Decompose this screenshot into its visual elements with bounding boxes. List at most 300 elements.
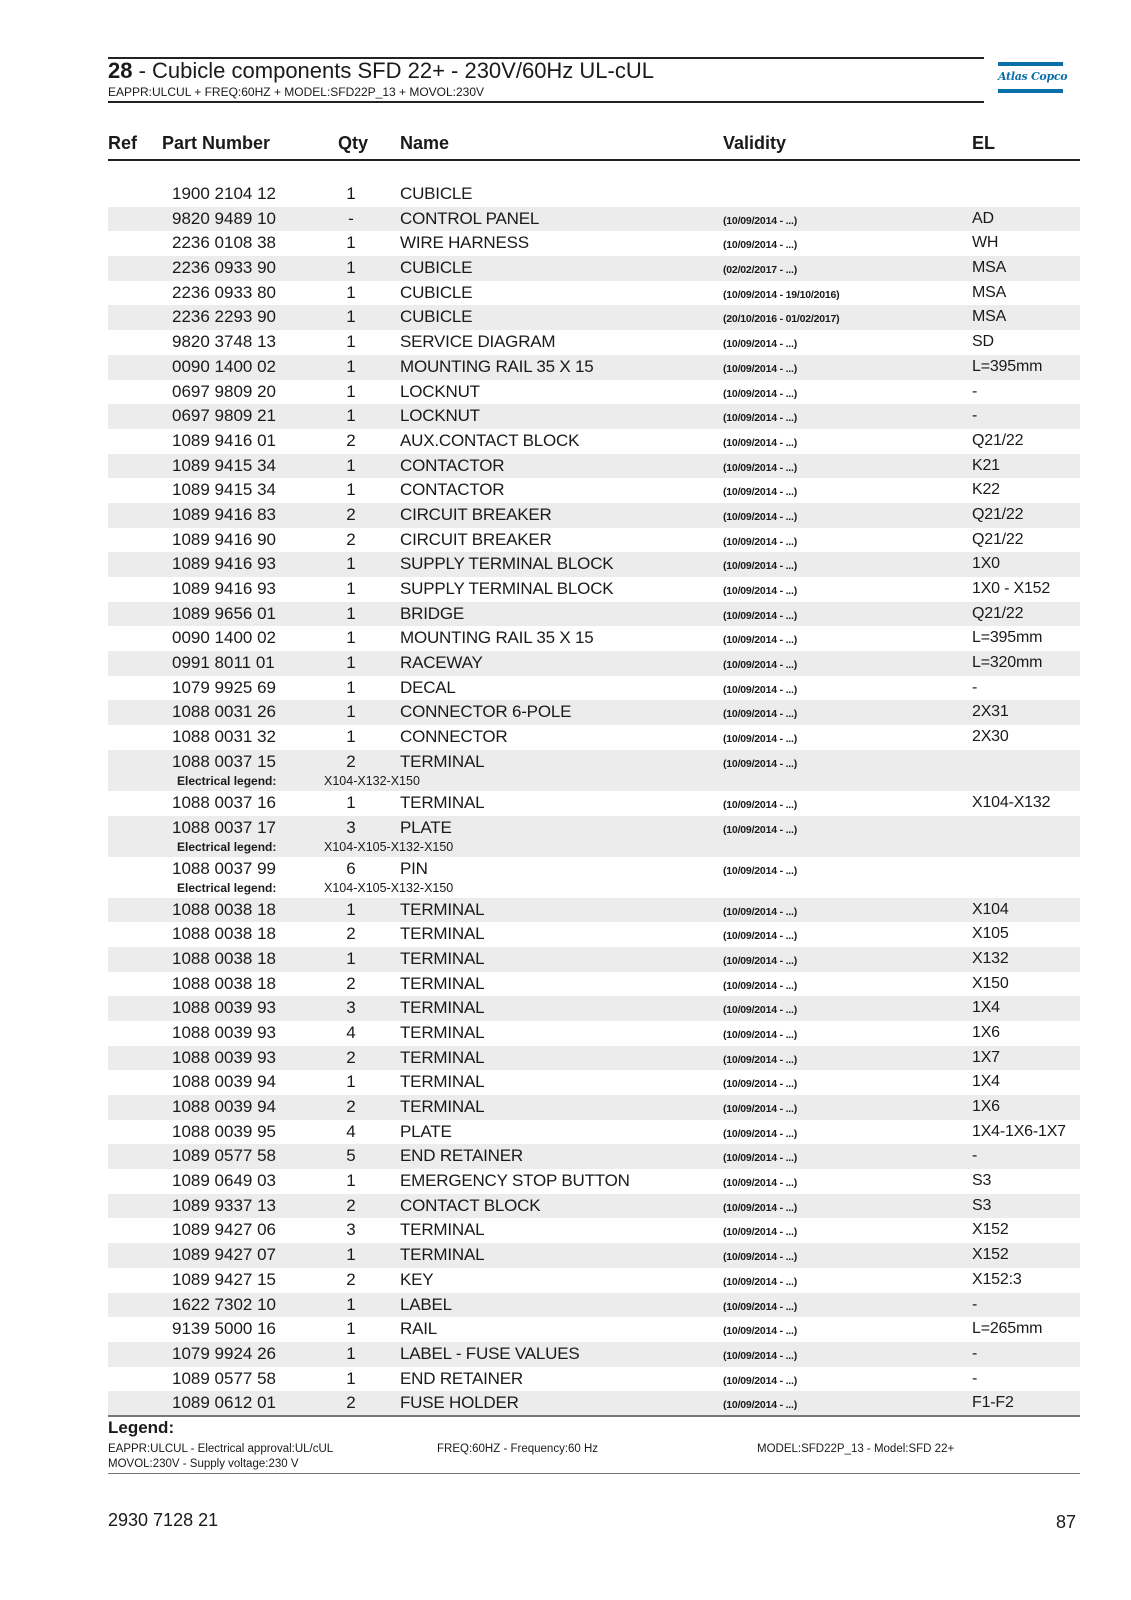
- table-row: [108, 404, 1080, 429]
- table-row: [108, 791, 1080, 816]
- qty: 1: [346, 282, 356, 302]
- qty: 6: [346, 858, 356, 878]
- el-code: L=395mm: [972, 629, 1043, 647]
- part-name: TERMINAL: [400, 924, 485, 944]
- part-name: KEY: [400, 1269, 434, 1289]
- el-code: L=395mm: [972, 357, 1043, 375]
- qty: 3: [346, 817, 356, 837]
- table-row: [108, 1144, 1080, 1169]
- table-row: [108, 231, 1080, 256]
- part-number: 0697 9809 20: [172, 381, 276, 401]
- validity: (10/09/2014 - 19/10/2016): [723, 288, 840, 301]
- part-name: MOUNTING RAIL 35 X 15: [400, 628, 594, 648]
- part-number: 9820 3748 13: [172, 332, 276, 352]
- el-code: Q21/22: [972, 431, 1024, 449]
- validity: (10/09/2014 - ...): [723, 954, 798, 967]
- validity: (10/09/2014 - ...): [723, 239, 798, 252]
- qty: 1: [346, 307, 356, 327]
- el-code: -: [972, 1344, 978, 1362]
- table-row: [108, 429, 1080, 454]
- col-header-el: EL: [972, 133, 996, 153]
- qty: 2: [346, 751, 356, 771]
- validity: (10/09/2014 - ...): [723, 560, 798, 573]
- part-number: 1089 0577 58: [172, 1146, 276, 1166]
- el-code: S3: [972, 1172, 992, 1190]
- part-name: RAIL: [400, 1319, 437, 1339]
- validity: (10/09/2014 - ...): [723, 1028, 798, 1041]
- part-name: CUBICLE: [400, 282, 473, 302]
- el-code: F1-F2: [972, 1394, 1014, 1412]
- atlas-copco-logo: [998, 62, 1068, 94]
- electrical-legend: [108, 774, 1080, 790]
- part-name: TERMINAL: [400, 751, 485, 771]
- electrical-legend-label: Electrical legend:: [177, 880, 277, 895]
- el-code: X150: [972, 974, 1009, 992]
- qty: 1: [346, 628, 356, 648]
- validity: (10/09/2014 - ...): [723, 1275, 798, 1288]
- el-code: Q21/22: [972, 505, 1024, 523]
- part-name: END RETAINER: [400, 1146, 523, 1166]
- part-name: END RETAINER: [400, 1368, 523, 1388]
- qty: 3: [346, 998, 356, 1018]
- part-number: 1900 2104 12: [172, 184, 276, 203]
- table-row: [108, 503, 1080, 528]
- el-code: 1X4: [972, 999, 1000, 1017]
- validity: (10/09/2014 - ...): [723, 362, 798, 375]
- table-row: [108, 996, 1080, 1021]
- legend-divider-bottom: [108, 1473, 1080, 1474]
- qty: 1: [346, 1245, 356, 1265]
- qty: 1: [346, 1171, 356, 1191]
- part-name: EMERGENCY STOP BUTTON: [400, 1171, 630, 1191]
- qty: 2: [346, 1195, 356, 1215]
- part-number: 0697 9809 21: [172, 406, 276, 426]
- part-name: TERMINAL: [400, 948, 485, 968]
- part-number: 1088 0039 94: [172, 1097, 276, 1116]
- table-row: [108, 1194, 1080, 1219]
- validity: (10/09/2014 - ...): [723, 905, 798, 918]
- qty: 1: [346, 1343, 356, 1363]
- table-row: [108, 676, 1080, 701]
- table-row: [108, 552, 1080, 577]
- part-name: TERMINAL: [400, 1220, 485, 1240]
- validity: (10/09/2014 - ...): [723, 1078, 798, 1091]
- table-row: [108, 1070, 1080, 1095]
- part-number: 1088 0038 18: [172, 973, 276, 993]
- validity: (10/09/2014 - ...): [723, 1201, 798, 1214]
- qty: 2: [346, 1097, 356, 1116]
- part-number: 1088 0037 15: [172, 751, 276, 771]
- qty: 2: [346, 924, 356, 944]
- col-header-part-number: Part Number: [162, 133, 271, 153]
- qty: 1: [346, 406, 356, 426]
- part-name: TERMINAL: [400, 1245, 485, 1265]
- electrical-legend-value: X104-X105-X132-X150: [324, 880, 454, 895]
- table-row: [108, 1046, 1080, 1071]
- part-number: 1089 9416 90: [172, 529, 276, 549]
- part-number: 1089 9416 93: [172, 554, 276, 574]
- page-title: [108, 58, 654, 84]
- page-number: 87: [1056, 1512, 1077, 1532]
- table-row: [108, 207, 1080, 232]
- qty: 1: [346, 792, 356, 812]
- el-code: X132: [972, 949, 1009, 967]
- electrical-legend: [108, 881, 1080, 897]
- el-code: 1X0: [972, 555, 1000, 573]
- validity: (10/09/2014 - ...): [723, 1349, 798, 1362]
- part-name: FUSE HOLDER: [400, 1393, 519, 1413]
- table-row: [108, 1243, 1080, 1268]
- table-row: [108, 947, 1080, 972]
- validity: (10/09/2014 - ...): [723, 535, 798, 548]
- part-number: 1089 9337 13: [172, 1195, 276, 1215]
- table-row: [108, 750, 1080, 791]
- table-row: [108, 528, 1080, 553]
- table-row: [108, 725, 1080, 750]
- chapter-number: 28: [108, 58, 133, 83]
- part-name: TERMINAL: [400, 1072, 485, 1092]
- el-code: MSA: [972, 259, 1007, 277]
- part-number: 0090 1400 02: [172, 356, 276, 376]
- validity: (10/09/2014 - ...): [723, 1399, 798, 1412]
- el-code: X152: [972, 1221, 1009, 1239]
- part-name: CUBICLE: [400, 307, 473, 327]
- part-name: CIRCUIT BREAKER: [400, 529, 552, 549]
- el-code: 1X6: [972, 1023, 1000, 1041]
- validity: (10/09/2014 - ...): [723, 412, 798, 425]
- part-number: 1079 9924 26: [172, 1343, 276, 1363]
- table-row: [108, 651, 1080, 676]
- part-name: PLATE: [400, 1121, 452, 1141]
- part-number: 1079 9925 69: [172, 677, 276, 697]
- qty: 1: [346, 480, 356, 500]
- table-row: [108, 972, 1080, 997]
- validity: (10/09/2014 - ...): [723, 659, 798, 672]
- el-code: L=265mm: [972, 1320, 1043, 1338]
- qty: 1: [346, 381, 356, 401]
- el-code: 2X30: [972, 728, 1009, 746]
- part-name: BRIDGE: [400, 603, 464, 623]
- table-row: [108, 922, 1080, 947]
- qty: 1: [346, 258, 356, 278]
- part-name: DECAL: [400, 677, 456, 697]
- el-code: 1X4-1X6-1X7: [972, 1122, 1066, 1140]
- el-code: K21: [972, 456, 1000, 474]
- qty: 1: [346, 653, 356, 673]
- validity: (10/09/2014 - ...): [723, 510, 798, 523]
- validity: (10/09/2014 - ...): [723, 461, 798, 474]
- validity: (10/09/2014 - ...): [723, 585, 798, 597]
- table-row: [108, 1218, 1080, 1243]
- parts-table: [108, 182, 1080, 1416]
- validity: (10/09/2014 - ...): [723, 1300, 798, 1313]
- part-name: LOCKNUT: [400, 381, 480, 401]
- part-number: 0090 1400 02: [172, 628, 276, 648]
- electrical-legend-value: X104-X105-X132-X150: [324, 839, 454, 854]
- qty: 2: [346, 1269, 356, 1289]
- validity: (20/10/2016 - 01/02/2017): [723, 313, 840, 326]
- part-name: SUPPLY TERMINAL BLOCK: [400, 579, 614, 598]
- qty: 1: [346, 579, 356, 598]
- part-name: CONNECTOR: [400, 727, 508, 747]
- table-row: [108, 478, 1080, 503]
- part-name: TERMINAL: [400, 998, 485, 1018]
- el-code: -: [972, 1369, 978, 1387]
- el-code: 2X31: [972, 703, 1009, 721]
- el-code: SD: [972, 333, 994, 351]
- qty: 1: [346, 603, 356, 623]
- validity: (10/09/2014 - ...): [723, 436, 798, 449]
- el-code: 1X7: [972, 1048, 1000, 1066]
- validity: (10/09/2014 - ...): [723, 1152, 798, 1165]
- header-rule-bottom: [108, 101, 984, 103]
- part-number: 1088 0038 18: [172, 948, 276, 968]
- el-code: Q21/22: [972, 604, 1024, 622]
- qty: 1: [346, 948, 356, 968]
- part-number: 1088 0038 18: [172, 924, 276, 944]
- part-number: 1088 0039 93: [172, 1047, 276, 1067]
- part-number: 1088 0037 17: [172, 817, 276, 837]
- legend-freq: FREQ:60HZ - Frequency:60 Hz: [437, 1443, 599, 1455]
- qty: 1: [346, 1368, 356, 1388]
- part-name: CONNECTOR 6-POLE: [400, 702, 572, 722]
- table-row: [108, 626, 1080, 651]
- qty: 1: [346, 184, 356, 203]
- qty: 2: [346, 1047, 356, 1067]
- part-number: 1088 0039 93: [172, 1022, 276, 1042]
- validity: (10/09/2014 - ...): [723, 1127, 798, 1140]
- qty: 1: [346, 356, 356, 376]
- electrical-legend: [108, 840, 1080, 856]
- table-row: [108, 577, 1080, 602]
- validity: (10/09/2014 - ...): [723, 1177, 798, 1190]
- legend-model: MODEL:SFD22P_13 - Model:SFD 22+: [757, 1443, 955, 1455]
- col-header-name: Name: [400, 133, 450, 153]
- qty: 2: [346, 529, 356, 549]
- qty: 1: [346, 677, 356, 697]
- table-row: [108, 1120, 1080, 1145]
- table-row: [108, 380, 1080, 405]
- part-name: CUBICLE: [400, 258, 473, 278]
- col-header-ref: Ref: [108, 133, 138, 153]
- qty: 1: [346, 455, 356, 475]
- part-number: 1088 0039 95: [172, 1121, 276, 1141]
- validity: (10/09/2014 - ...): [723, 1226, 798, 1239]
- part-number: 1089 0577 58: [172, 1368, 276, 1388]
- part-name: LOCKNUT: [400, 406, 480, 426]
- qty: 3: [346, 1220, 356, 1240]
- el-code: 1X0 - X152: [972, 580, 1051, 597]
- part-name: PLATE: [400, 817, 452, 837]
- part-name: TERMINAL: [400, 1097, 485, 1116]
- validity: (10/09/2014 - ...): [723, 338, 798, 351]
- el-code: -: [972, 407, 978, 425]
- el-code: MSA: [972, 308, 1007, 326]
- validity: (10/09/2014 - ...): [723, 634, 798, 647]
- part-number: 1088 0039 93: [172, 998, 276, 1018]
- part-number: 1088 0037 16: [172, 792, 276, 812]
- validity: (10/09/2014 - ...): [723, 823, 798, 836]
- validity: (10/09/2014 - ...): [723, 609, 798, 622]
- validity: (10/09/2014 - ...): [723, 757, 798, 770]
- validity: (10/09/2014 - ...): [723, 864, 798, 877]
- table-row: [108, 454, 1080, 479]
- part-number: 1089 9415 34: [172, 480, 276, 500]
- part-number: 9139 5000 16: [172, 1319, 276, 1339]
- part-number: 1089 0649 03: [172, 1171, 276, 1191]
- table-row: [108, 1391, 1080, 1416]
- part-number: 0991 8011 01: [172, 653, 275, 673]
- el-code: X152: [972, 1246, 1009, 1264]
- part-number: 1089 9416 93: [172, 579, 276, 598]
- validity: (10/09/2014 - ...): [723, 214, 798, 227]
- qty: 2: [346, 504, 356, 524]
- qty: 1: [346, 332, 356, 352]
- validity: (10/09/2014 - ...): [723, 708, 798, 721]
- part-name: CONTACTOR: [400, 480, 505, 500]
- table-row: [108, 256, 1080, 281]
- part-number: 1089 9415 34: [172, 455, 276, 475]
- el-code: X105: [972, 925, 1009, 943]
- table-row: [108, 898, 1080, 923]
- part-number: 1088 0038 18: [172, 899, 276, 919]
- validity: (10/09/2014 - ...): [723, 387, 798, 400]
- qty: 4: [346, 1022, 356, 1042]
- part-name: CONTROL PANEL: [400, 208, 540, 228]
- part-name: TERMINAL: [400, 1047, 485, 1067]
- qty: 1: [346, 702, 356, 722]
- qty: 1: [346, 899, 356, 919]
- table-row: [108, 1367, 1080, 1392]
- part-name: CUBICLE: [400, 184, 473, 203]
- electrical-legend-label: Electrical legend:: [177, 773, 277, 788]
- table-row: [108, 1342, 1080, 1367]
- el-code: 1X6: [972, 1098, 1000, 1115]
- page-subtitle: EAPPR:ULCUL + FREQ:60HZ + MODEL:SFD22P_13 + MOVOL:230V: [108, 85, 485, 99]
- part-number: 9820 9489 10: [172, 208, 276, 228]
- part-name: TERMINAL: [400, 792, 485, 812]
- table-row: [108, 1293, 1080, 1318]
- part-name: TERMINAL: [400, 899, 485, 919]
- logo-bar-bottom: [998, 89, 1063, 93]
- part-number: 2236 0933 80: [172, 282, 276, 302]
- logo-wordmark: Atlas Copco: [998, 70, 1068, 83]
- title-text: - Cubicle components SFD 22+ - 230V/60Hz UL-cUL: [132, 58, 654, 83]
- part-number: 1089 9656 01: [172, 603, 276, 623]
- qty: 2: [346, 430, 356, 450]
- validity: (10/09/2014 - ...): [723, 1374, 798, 1387]
- el-code: X152:3: [972, 1270, 1022, 1288]
- part-name: RACEWAY: [400, 653, 483, 673]
- table-row: [108, 330, 1080, 355]
- part-number: 1089 9427 07: [172, 1245, 276, 1265]
- qty: 1: [346, 233, 356, 253]
- part-name: PIN: [400, 858, 428, 878]
- part-name: CONTACTOR: [400, 455, 505, 475]
- el-code: X104-X132: [972, 793, 1051, 811]
- electrical-legend-value: X104-X132-X150: [324, 773, 420, 788]
- table-row: [108, 1095, 1080, 1120]
- part-number: 1088 0031 32: [172, 727, 276, 747]
- table-row: [108, 305, 1080, 330]
- el-code: AD: [972, 209, 994, 227]
- table-row: [108, 857, 1080, 898]
- legend-divider-top: [108, 1415, 1080, 1417]
- part-name: AUX.CONTACT BLOCK: [400, 430, 580, 450]
- el-code: K22: [972, 481, 1000, 499]
- el-code: S3: [972, 1196, 992, 1214]
- part-number: 1089 9427 06: [172, 1220, 276, 1240]
- validity: (10/09/2014 - ...): [723, 798, 798, 811]
- validity: (10/09/2014 - ...): [723, 1103, 798, 1115]
- logo-bar-top: [998, 62, 1063, 66]
- qty: 1: [346, 1294, 356, 1314]
- part-name: LABEL - FUSE VALUES: [400, 1343, 580, 1363]
- part-number: 1088 0031 26: [172, 702, 276, 722]
- el-code: -: [972, 1147, 978, 1165]
- part-number: 2236 0933 90: [172, 258, 276, 278]
- qty: 1: [346, 1072, 356, 1092]
- table-row: [108, 816, 1080, 857]
- part-name: TERMINAL: [400, 1022, 485, 1042]
- table-row: [108, 602, 1080, 627]
- validity: (10/09/2014 - ...): [723, 930, 798, 943]
- part-name: CIRCUIT BREAKER: [400, 504, 552, 524]
- part-number: 1088 0039 94: [172, 1072, 276, 1092]
- qty: 5: [346, 1146, 356, 1166]
- qty: 1: [346, 727, 356, 747]
- part-number: 1089 0612 01: [172, 1393, 276, 1413]
- col-header-validity: Validity: [723, 133, 787, 153]
- part-number: 1088 0037 99: [172, 858, 276, 878]
- legend-title: Legend:: [108, 1418, 175, 1437]
- el-code: MSA: [972, 283, 1007, 301]
- el-code: WH: [972, 234, 999, 252]
- el-code: -: [972, 1295, 978, 1313]
- part-number: 2236 0108 38: [172, 233, 276, 253]
- table-row: [108, 182, 1080, 207]
- qty: -: [348, 208, 354, 228]
- validity: (02/02/2017 - ...): [723, 264, 798, 277]
- el-code: 1X4: [972, 1073, 1000, 1091]
- part-name: WIRE HARNESS: [400, 233, 529, 253]
- table-row: [108, 1169, 1080, 1194]
- legend-movol: MOVOL:230V - Supply voltage:230 V: [108, 1458, 299, 1470]
- table-row: [108, 1268, 1080, 1293]
- qty: 4: [346, 1121, 356, 1141]
- table-row: [108, 1021, 1080, 1046]
- part-name: LABEL: [400, 1294, 452, 1314]
- table-row: [108, 281, 1080, 306]
- table-row: [108, 355, 1080, 380]
- part-name: SERVICE DIAGRAM: [400, 332, 556, 352]
- part-number: 1089 9416 83: [172, 504, 276, 524]
- part-name: TERMINAL: [400, 973, 485, 993]
- part-number: 1622 7302 10: [172, 1294, 276, 1314]
- legend-eappr: EAPPR:ULCUL - Electrical approval:UL/cUL: [108, 1443, 334, 1455]
- qty: 2: [346, 973, 356, 993]
- el-code: -: [972, 382, 978, 400]
- el-code: -: [972, 678, 978, 696]
- qty: 1: [346, 1319, 356, 1339]
- validity: (10/09/2014 - ...): [723, 1053, 798, 1066]
- document-number: 2930 7128 21: [108, 1510, 219, 1530]
- column-headers: [108, 131, 1080, 161]
- el-code: L=320mm: [972, 654, 1043, 672]
- validity: (10/09/2014 - ...): [723, 979, 798, 992]
- table-row: [108, 1317, 1080, 1342]
- part-name: CONTACT BLOCK: [400, 1195, 541, 1215]
